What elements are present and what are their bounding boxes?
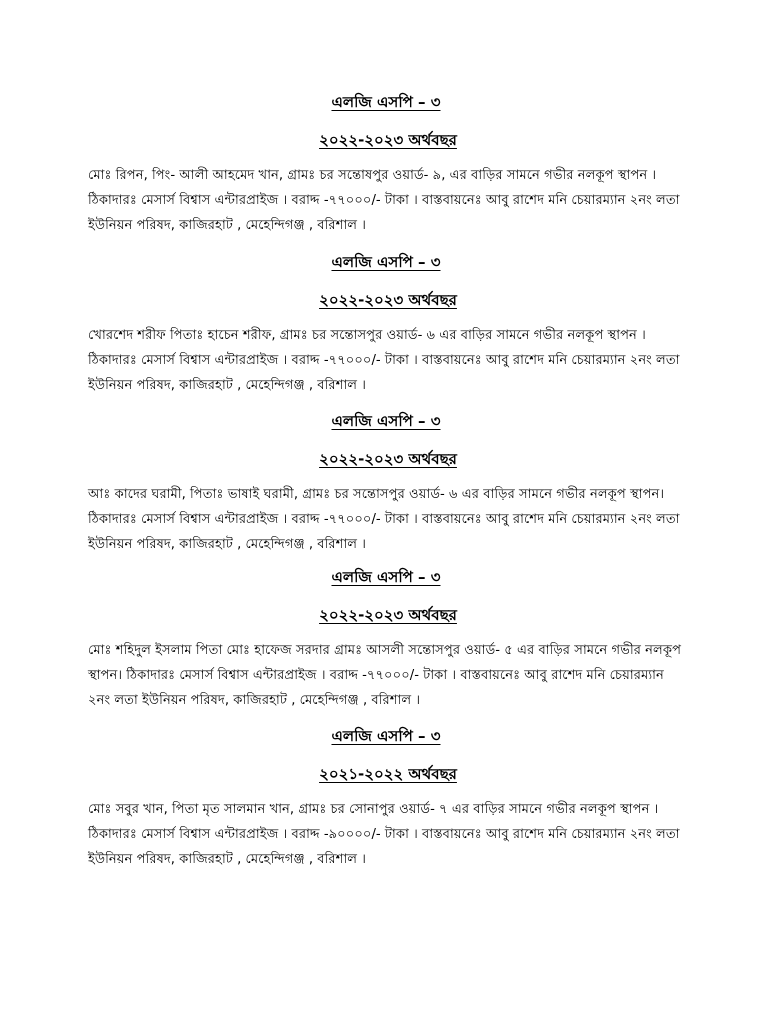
entry-section: [88, 726, 688, 872]
entry-body: আঃ কাদের ঘরামী, পিতাঃ ভাষাই ঘরামী, গ্রামঃ চর সন্তোসপুর ওয়ার্ড- ৬ এর বাড়ির সামনে গভীর নলকূপ স্থাপন। ঠিকাদারঃ মেসার্স বিশ্বাস এন্টারপ্রাইজ । বরাদ্দ -৭৭০০০/- টাকা । বাস্তবায়নেঃ আবু রাশেদ মনি চেয়ারম্যান ২নং লতা ইউনিয়ন পরিষদ, কাজিরহাট , মেহেন্দিগঞ্জ , বরিশাল ।: [88, 487, 680, 552]
entry-body: মোঃ শহিদুল ইসলাম পিতা মোঃ হাফেজ সরদার গ্রামঃ আসলী সন্তোসপুর ওয়ার্ড- ৫ এর বাড়ির সামনে গভীর নলকূপ স্থাপন। ঠিকাদারঃ মেসার্স বিশ্বাস এন্টারপ্রাইজ । বরাদ্দ -৭৭০০০/- টাকা । বাস্তবায়নেঃ আবু রাশেদ মনি চেয়ারম্যান ২নং লতা ইউনিয়ন পরিষদ, কাজিরহাট , মেহেন্দিগঞ্জ , বরিশাল ।: [88, 643, 682, 708]
entry-title: এলজি এসপি – ৩: [331, 727, 441, 745]
entry-body: মোঃ রিপন, পিং- আলী আহমেদ খান, গ্রামঃ চর সন্তোষপুর ওয়ার্ড- ৯, এর বাড়ির সামনে গভীর নলকূপ স্থাপন । ঠিকাদারঃ মেসার্স বিশ্বাস এন্টারপ্রাইজ । বরাদ্দ -৭৭০০০/- টাকা । বাস্তবায়নেঃ আবু রাশেদ মনি চেয়ারম্যান ২নং লতা ইউনিয়ন পরিষদ, কাজিরহাট , মেহেন্দিগঞ্জ , বরিশাল ।: [88, 168, 680, 233]
entry-body: খোরশেদ শরীফ পিতাঃ হাচেন শরীফ, গ্রামঃ চর সন্তোসপুর ওয়ার্ড- ৬ এর বাড়ির সামনে গভীর নলকূপ স্থাপন । ঠিকাদারঃ মেসার্স বিশ্বাস এন্টারপ্রাইজ । বরাদ্দ -৭৭০০০/- টাকা । বাস্তবায়নেঃ আবু রাশেদ মনি চেয়ারম্যান ২নং লতা ইউনিয়ন পরিষদ, কাজিরহাট , মেহেন্দিগঞ্জ , বরিশাল ।: [88, 328, 680, 393]
entry-title: এলজি এসপি – ৩: [331, 253, 441, 271]
entry-section: [88, 252, 688, 398]
entry-fiscal-year: ২০২১-২০২২ অর্থবছর: [319, 765, 457, 783]
entry-title: এলজি এসপি – ৩: [331, 412, 441, 430]
entry-section: [88, 411, 688, 557]
entry-fiscal-year: ২০২২-২০২৩ অর্থবছর: [319, 291, 457, 309]
entry-title: এলজি এসপি – ৩: [331, 568, 441, 586]
entry-fiscal-year: ২০২২-২০২৩ অর্থবছর: [319, 131, 457, 149]
entry-section: [88, 567, 688, 713]
entry-body: মোঃ সবুর খান, পিতা মৃত সালমান খান, গ্রামঃ চর সোনাপুর ওয়ার্ড- ৭ এর বাড়ির সামনে গভীর নলকূপ স্থাপন । ঠিকাদারঃ মেসার্স বিশ্বাস এন্টারপ্রাইজ । বরাদ্দ -৯০০০০/- টাকা । বাস্তবায়নেঃ আবু রাশেদ মনি চেয়ারম্যান ২নং লতা ইউনিয়ন পরিষদ, কাজিরহাট , মেহেন্দিগঞ্জ , বরিশাল ।: [88, 802, 680, 867]
entry-title: এলজি এসপি – ৩: [331, 93, 441, 111]
entry-fiscal-year: ২০২২-২০২৩ অর্থবছর: [319, 450, 457, 468]
entry-fiscal-year: ২০২২-২০২৩ অর্থবছর: [319, 606, 457, 624]
entry-section: [88, 92, 688, 238]
